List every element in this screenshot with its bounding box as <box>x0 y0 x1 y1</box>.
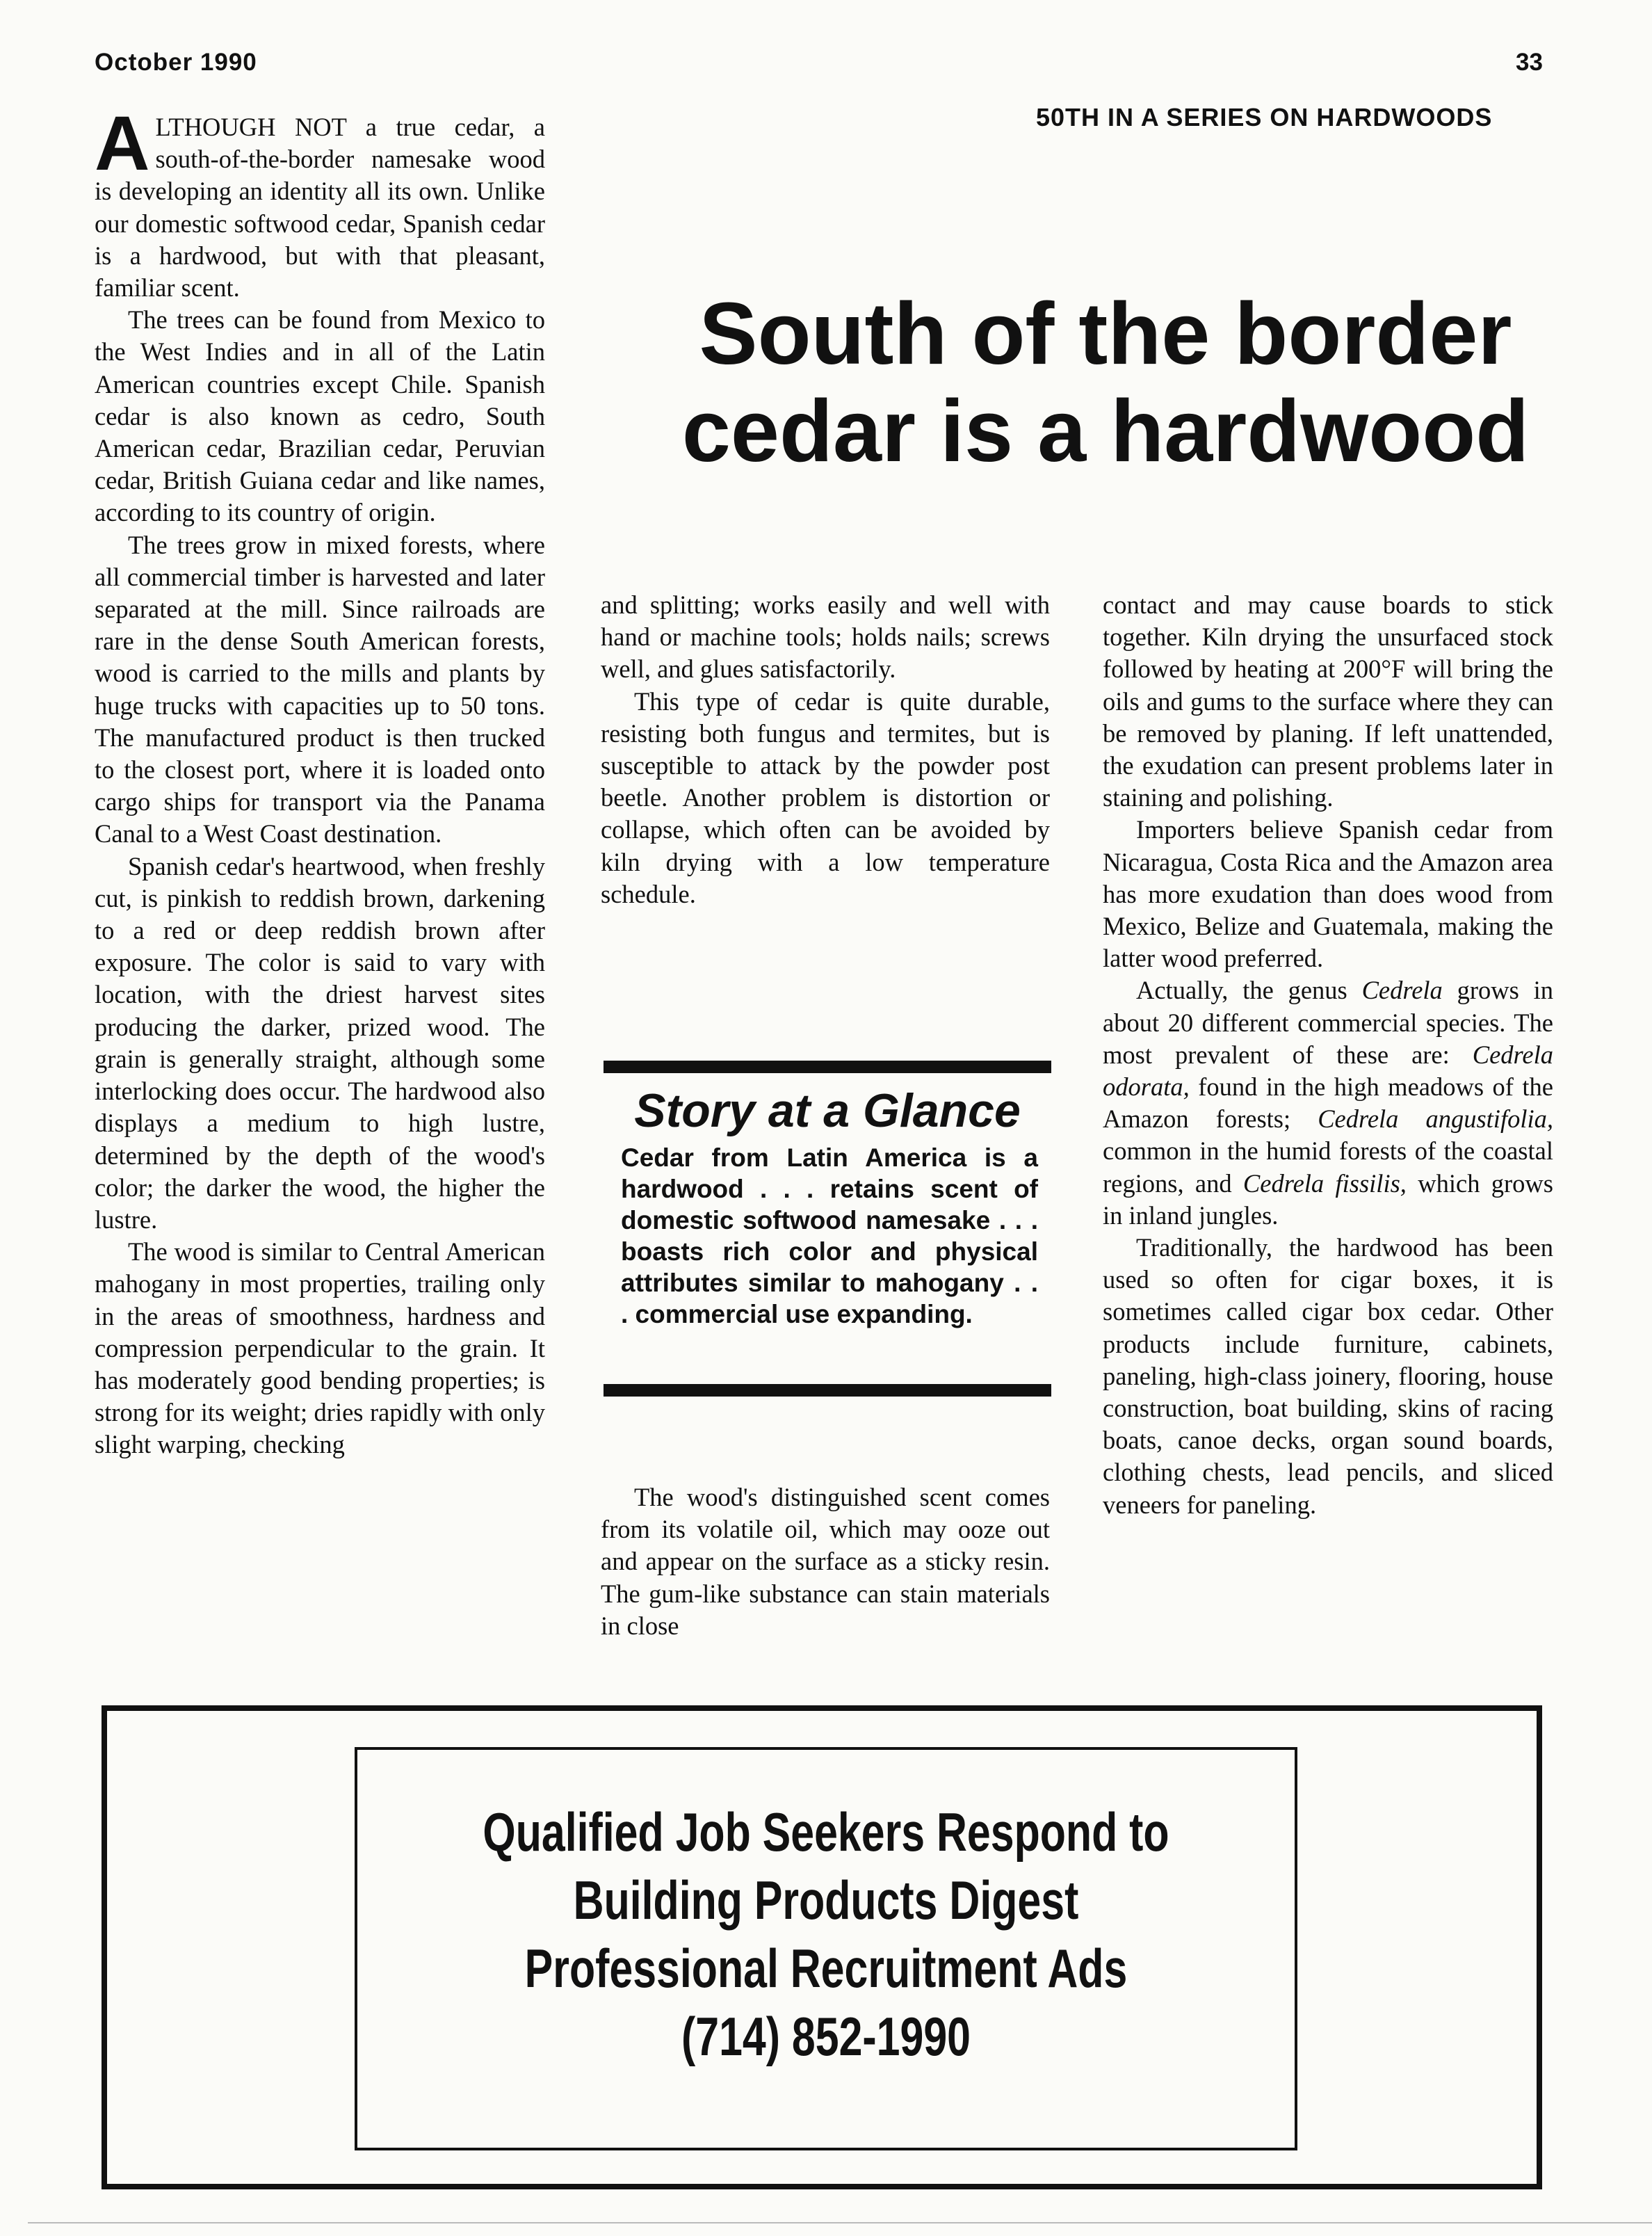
paragraph-text: grows in about 20 different commercial species. The most prevalent of these are: <box>1103 976 1554 1069</box>
drop-cap: A <box>95 101 150 186</box>
series-label: 50TH IN A SERIES ON HARDWOODS <box>1036 103 1493 131</box>
article-column-3 <box>1103 589 1553 1521</box>
headline-line-2: cedar is a hardwood <box>681 382 1530 480</box>
article-paragraph: The wood is similar to Central American mahogany in most properties, trailing only in the areas of smoothness, hardness and compression perpendicular to the grain. It has moderately good bending properties; is strong for its weight; dries rapidly with only slight warping, checking <box>95 1237 545 1459</box>
scan-edge-line <box>28 2222 1652 2223</box>
article-column-1 <box>95 101 545 1461</box>
sidebar-title: Story at a Glance <box>634 1084 1021 1137</box>
article-column-2-continued <box>601 1481 1050 1642</box>
article-paragraph <box>95 101 545 304</box>
article-column-2 <box>601 589 1050 910</box>
article-paragraph: and splitting; works easily and well with hand or machine tools; holds nails; screws well, and glues satisfactorily. <box>601 590 1050 684</box>
ad-line-3: Professional Recruitment Ads <box>524 1938 1128 1999</box>
paragraph-text: a true cedar, a south-of-the-border namesake wood is developing an identity all its own. Unlike our domestic softwood cedar, Spanish cedar is a hardwood, but with that pleasant, familiar scent. <box>95 113 545 303</box>
article-paragraph: The trees can be found from Mexico to the West Indies and in all of the Latin American countries except Chile. Spanish cedar is also known as cedro, South American cedar, Brazilian cedar, Peruvian cedar, British Guiana cedar and like names, according to its country of origin. <box>95 305 545 527</box>
headline-line-1: South of the border <box>699 284 1512 383</box>
paragraph-text: which grows in inland jungles. <box>1103 1168 1553 1230</box>
ad-line-1: Qualified Job Seekers Respond to <box>483 1801 1169 1863</box>
genus-name: Cedrela <box>1361 976 1443 1005</box>
species-name: Cedrela odorata, <box>1103 1040 1553 1102</box>
species-name: Cedrela angustifolia, <box>1318 1104 1553 1134</box>
ad-line-2: Building Products Digest <box>573 1869 1079 1931</box>
article-paragraph <box>1103 974 1553 1232</box>
article-paragraph: contact and may cause boards to stick together. Kiln drying the unsurfaced stock followed by heating at 200°F will bring the oils and gums to the surface where they can be removed by planing. If left unattended, the exudation can present problems later in staining and polishing. <box>1103 590 1553 812</box>
article-paragraph: This type of cedar is quite durable, resisting both fungus and termites, but is susceptible to attack by the powder post beetle. Another problem is distortion or collapse, which often can be avoided by kiln drying with a low temperature schedule. <box>601 686 1050 908</box>
article-paragraph: Traditionally, the hardwood has been used so often for cigar boxes, it is sometimes called cigar box cedar. Other products include furniture, cabinets, paneling, high-class joinery, flooring, house construction, boat building, skins of racing boats, canoe decks, organ sound boards, clothing chests, lead pencils, and sliced veneers for paneling. <box>1103 1233 1553 1519</box>
article-paragraph: The trees grow in mixed forests, where all commercial timber is harvested and later separated at the mill. Since railroads are rare in the dense South American forests, wood is carried to the mills and plants by huge trucks with capacities up to 50 tons. The manufactured product is then trucked to the closest port, where it is loaded onto cargo ships for transport via the Panama Canal to a West Coast destination. <box>95 530 545 848</box>
lead-in: LTHOUGH NOT <box>155 113 347 141</box>
page-number: 33 <box>1516 49 1543 76</box>
paragraph-text: found in the high meadows of the Amazon forests; <box>1103 1072 1553 1134</box>
ad-phone: (714) 852-1990 <box>681 2006 971 2067</box>
article-paragraph: Spanish cedar's heartwood, when freshly cut, is pinkish to reddish brown, darkening to a red or deep reddish brown after exposure. The color is said to vary with location, with the driest harvest sites producing the darker, prized wood. The grain is generally straight, although some interlocking does occur. The hardwood also displays a medium to high lustre, determined by the depth of the wood's color; the darker the wood, the higher the lustre. <box>95 851 545 1234</box>
paragraph-text: Actually, the genus <box>1136 976 1362 1005</box>
article-paragraph: The wood's distinguished scent comes from its volatile oil, which may ooze out and appear on the surface as a sticky resin. The gum-like substance can stain materials in close <box>601 1483 1050 1640</box>
article-headline <box>612 285 1599 480</box>
species-name: Cedrela fissilis, <box>1242 1168 1407 1198</box>
advertisement-text <box>355 1798 1297 2070</box>
issue-date: October 1990 <box>95 49 257 76</box>
sidebar-summary: Cedar from Latin America is a hardwood . . . retains scent of domestic softwood namesake . . . boasts rich color and physical attributes similar to mahogany . . . commercial use expanding. <box>621 1143 1038 1328</box>
sidebar-bottom-rule <box>604 1384 1051 1397</box>
sidebar-top-rule <box>604 1061 1051 1073</box>
paragraph-text: common in the humid forests of the coastal regions, and <box>1103 1136 1553 1198</box>
article-paragraph: Importers believe Spanish cedar from Nicaragua, Costa Rica and the Amazon area has more exudation than does wood from Mexico, Belize and Guatemala, making the latter wood preferred. <box>1103 815 1553 973</box>
